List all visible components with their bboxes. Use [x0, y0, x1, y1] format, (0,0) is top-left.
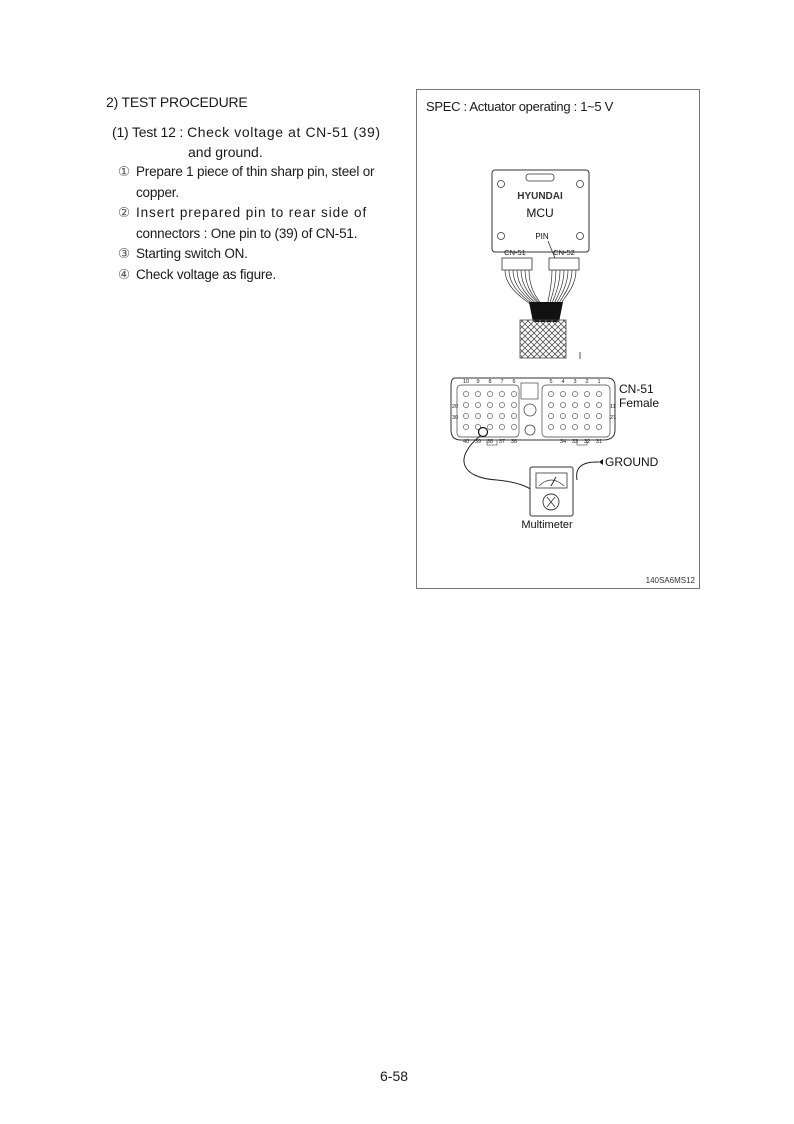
- step-4: [118, 265, 394, 286]
- pin-number-label: 9: [476, 379, 480, 385]
- probe-lead-black: [577, 462, 599, 480]
- harness-sleeve: [520, 320, 566, 358]
- pin-number-label: 21: [609, 415, 617, 421]
- pin-number-label: 3: [573, 379, 577, 385]
- harness-collar: [529, 302, 563, 322]
- procedure-text: [104, 94, 394, 285]
- meter-label: Multimeter: [521, 519, 573, 531]
- pin-number-label: 38: [486, 439, 494, 445]
- page-number: 6-58: [380, 1068, 409, 1084]
- pin-number-label: 7: [500, 379, 504, 385]
- step-text: Insert prepared pin to rear side of: [136, 205, 368, 220]
- step-text-cont: connectors : One pin to (39) of CN-51.: [136, 225, 358, 241]
- pin-number-label: 34: [559, 439, 567, 445]
- cn51-plug: [502, 258, 532, 270]
- connector-gender: Female: [619, 396, 660, 410]
- step-text: Check voltage as figure.: [136, 266, 277, 282]
- figure-panel: [416, 89, 700, 589]
- pin-number-label: 10: [462, 379, 470, 385]
- pin-number-label: 6: [512, 379, 516, 385]
- section-title: 2) TEST PROCEDURE: [106, 94, 248, 110]
- pin-number-label: 8: [488, 379, 492, 385]
- pin-number-label: 30: [451, 415, 459, 421]
- step-number: ①: [118, 164, 130, 179]
- pin-label: PIN: [535, 232, 549, 241]
- pin-number-label: 31: [595, 439, 603, 445]
- cn52-plug: [549, 258, 579, 270]
- pin-number-label: 1: [597, 379, 601, 385]
- multimeter: [530, 467, 573, 516]
- pin-number-label: 2: [585, 379, 589, 385]
- test-text-line1: Check voltage at CN-51 (39): [187, 124, 381, 140]
- cn52-small-label: CN-52: [553, 248, 575, 257]
- pin-number-label: 20: [451, 404, 459, 410]
- step-text: Prepare 1 piece of thin sharp pin, steel or: [136, 164, 375, 179]
- ground-label: GROUND: [605, 455, 659, 469]
- wiring-figure: [417, 90, 699, 588]
- test-heading: [112, 122, 394, 142]
- arrow-icon: [599, 459, 603, 465]
- pin-number-label: 39: [474, 439, 482, 445]
- pin-number-label: 36: [510, 439, 518, 445]
- step-number: ④: [118, 266, 130, 282]
- pin-number-label: 5: [549, 379, 553, 385]
- mcu-label: MCU: [526, 206, 554, 220]
- step-3: [118, 244, 394, 265]
- step-number: ②: [118, 205, 130, 220]
- pin-number-label: 40: [462, 439, 470, 445]
- spec-text: SPEC : Actuator operating : 1~5 V: [426, 99, 614, 114]
- pin-number-label: 4: [561, 379, 565, 385]
- figure-code: 140SA6MS12: [645, 576, 695, 585]
- step-text-cont: copper.: [136, 184, 179, 200]
- step-2: [118, 203, 394, 244]
- cn51-connector: [451, 378, 616, 445]
- pin-number-label: 37: [498, 439, 506, 445]
- mcu-unit: [492, 170, 589, 270]
- pin-number-label: 33: [571, 439, 579, 445]
- step-1: [118, 162, 394, 203]
- mcu-brand: HYUNDAI: [517, 191, 563, 202]
- cn51-small-label: CN-51: [504, 248, 526, 257]
- step-number: ③: [118, 246, 130, 261]
- pin-number-label: 32: [583, 439, 591, 445]
- pin-number-label: 11: [610, 404, 616, 410]
- connector-name: CN-51: [619, 382, 654, 396]
- test-label: (1) Test 12 :: [112, 124, 184, 140]
- step-text: Starting switch ON.: [136, 246, 248, 261]
- test-text-line2: and ground.: [188, 144, 263, 160]
